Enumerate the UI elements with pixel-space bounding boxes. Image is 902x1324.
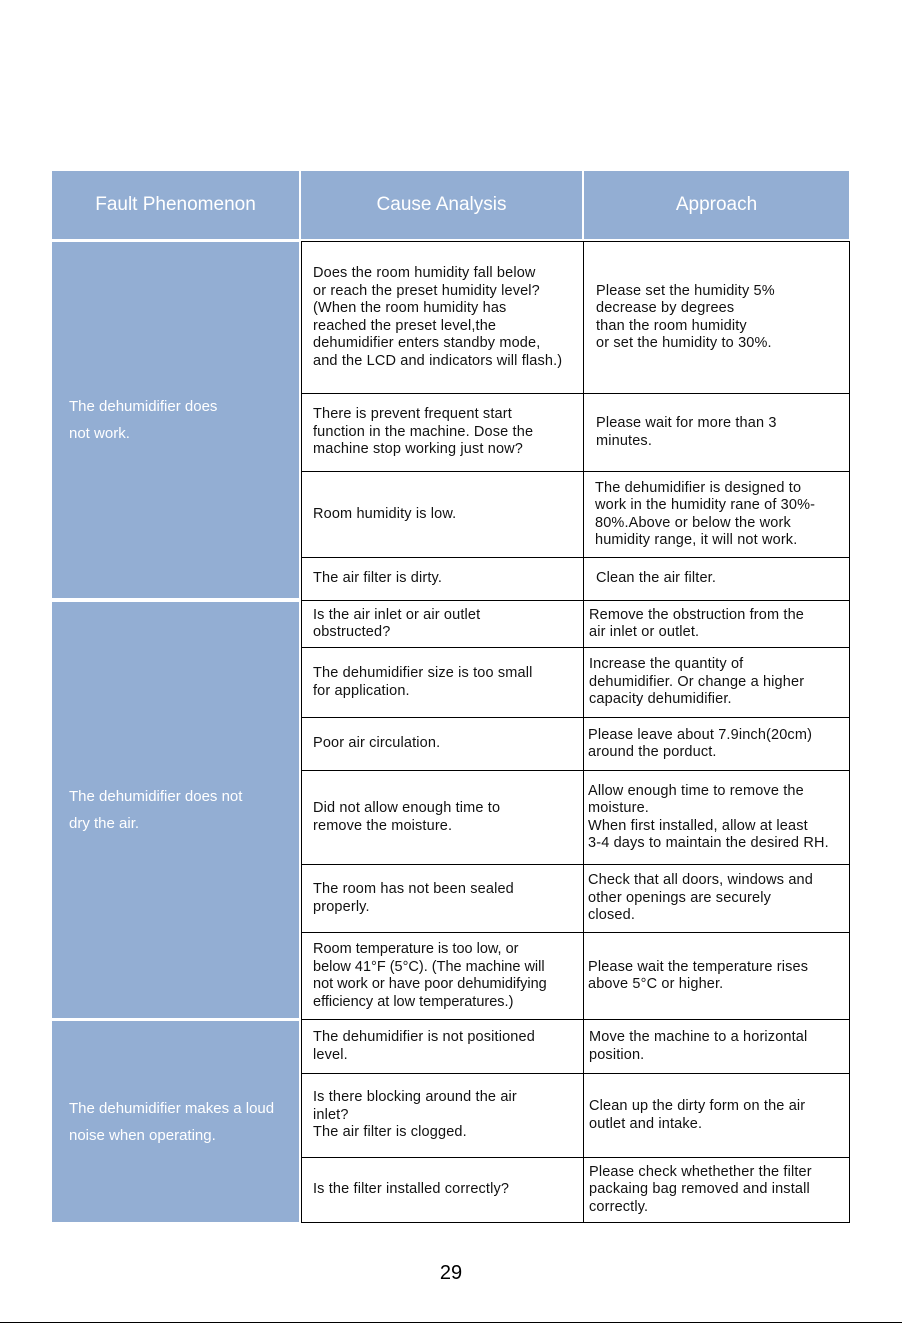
fault-not-dry bbox=[52, 602, 299, 1018]
approach-cell bbox=[583, 241, 850, 394]
cause-text: Room humidity is low. bbox=[313, 505, 457, 522]
approach-text: The dehumidifier is designed to work in the humidity rane of 30%- 80%.Above or below the work humidity range, it will not work. bbox=[595, 479, 816, 548]
approach-cell bbox=[583, 717, 850, 771]
cause-text: There is prevent frequent start function in the machine. Dose the machine stop working just now? bbox=[313, 406, 534, 458]
approach-text: Please set the humidity 5% decrease by degrees than the room humidity or set the humidity to 30%. bbox=[596, 282, 775, 351]
approach-text: Please check whethether the filter packaing bag removed and install correctly. bbox=[589, 1163, 812, 1215]
approach-text: Clean up the dirty form on the air outlet and intake. bbox=[589, 1098, 806, 1132]
approach-text: Please wait the temperature rises above 5°C or higher. bbox=[588, 958, 809, 992]
cause-text: Does the room humidity fall below or reach the preset humidity level? (When the room humidity has reached the preset level,the dehumidifier enters standby mode, and the LCD and indicators will flash.) bbox=[313, 265, 563, 369]
fault-not-work bbox=[52, 242, 299, 598]
fault-label: The dehumidifier does not work. bbox=[69, 398, 218, 442]
cause-text: Poor air circulation. bbox=[313, 735, 441, 752]
fault-label: The dehumidifier makes a loud noise when operating. bbox=[69, 1099, 275, 1144]
cause-cell bbox=[301, 1073, 584, 1158]
approach-cell bbox=[583, 1073, 850, 1158]
cause-cell bbox=[301, 600, 584, 648]
cause-cell bbox=[301, 770, 584, 865]
cause-cell bbox=[301, 864, 584, 933]
bottom-rule bbox=[0, 1322, 902, 1323]
cause-text: Is the filter installed correctly? bbox=[313, 1181, 510, 1198]
header-fault-phenomenon bbox=[52, 171, 299, 239]
cause-text: The room has not been sealed properly. bbox=[313, 881, 514, 915]
approach-cell bbox=[583, 557, 850, 601]
approach-cell bbox=[583, 1019, 850, 1074]
approach-cell bbox=[583, 932, 850, 1020]
approach-text: Move the machine to a horizontal position. bbox=[589, 1029, 808, 1063]
cause-cell bbox=[301, 717, 584, 771]
approach-text: Increase the quantity of dehumidifier. Or change a higher capacity dehumidifier. bbox=[589, 656, 805, 708]
header-fault-label: Fault Phenomenon bbox=[95, 194, 256, 215]
cause-cell bbox=[301, 471, 584, 558]
cause-cell bbox=[301, 393, 584, 472]
approach-cell bbox=[583, 600, 850, 648]
approach-text: Allow enough time to remove the moisture. When first installed, allow at least 3-4 days to maintain the desired RH. bbox=[588, 782, 829, 851]
header-cause-analysis bbox=[301, 171, 582, 239]
cause-cell bbox=[301, 1157, 584, 1223]
header-approach bbox=[584, 171, 849, 239]
fault-label: The dehumidifier does not dry the air. bbox=[69, 788, 243, 832]
approach-text: Clean the air filter. bbox=[596, 570, 717, 587]
approach-cell bbox=[583, 770, 850, 865]
cause-cell bbox=[301, 647, 584, 718]
approach-text: Remove the obstruction from the air inlet or outlet. bbox=[589, 606, 804, 640]
approach-cell bbox=[583, 471, 850, 558]
cause-text: Is the air inlet or air outlet obstructed? bbox=[313, 606, 481, 640]
fault-loud-noise bbox=[52, 1021, 299, 1222]
cause-cell bbox=[301, 932, 584, 1020]
approach-cell bbox=[583, 393, 850, 472]
page-number: 29 bbox=[439, 1262, 463, 1284]
cause-text: The air filter is dirty. bbox=[313, 570, 443, 587]
cause-text: The dehumidifier size is too small for application. bbox=[313, 665, 533, 699]
approach-text: Please leave about 7.9inch(20cm) around the porduct. bbox=[588, 726, 813, 760]
header-cause-label: Cause Analysis bbox=[376, 194, 507, 215]
cause-text: Room temperature is too low, or below 41°F (5°C). (The machine will not work or have poor dehumidifying efficiency at low temperatures.) bbox=[313, 941, 547, 1010]
cause-cell bbox=[301, 1019, 584, 1074]
approach-cell bbox=[583, 1157, 850, 1223]
cause-cell bbox=[301, 241, 584, 394]
header-approach-label: Approach bbox=[675, 194, 758, 215]
cause-cell bbox=[301, 557, 584, 601]
cause-text: Did not allow enough time to remove the moisture. bbox=[313, 800, 501, 834]
approach-text: Check that all doors, windows and other openings are securely closed. bbox=[588, 872, 813, 924]
cause-text: The dehumidifier is not positioned level. bbox=[313, 1029, 535, 1063]
approach-text: Please wait for more than 3 minutes. bbox=[596, 415, 777, 449]
cause-text: Is there blocking around the air inlet? The air filter is clogged. bbox=[313, 1089, 517, 1141]
approach-cell bbox=[583, 647, 850, 718]
approach-cell bbox=[583, 864, 850, 933]
